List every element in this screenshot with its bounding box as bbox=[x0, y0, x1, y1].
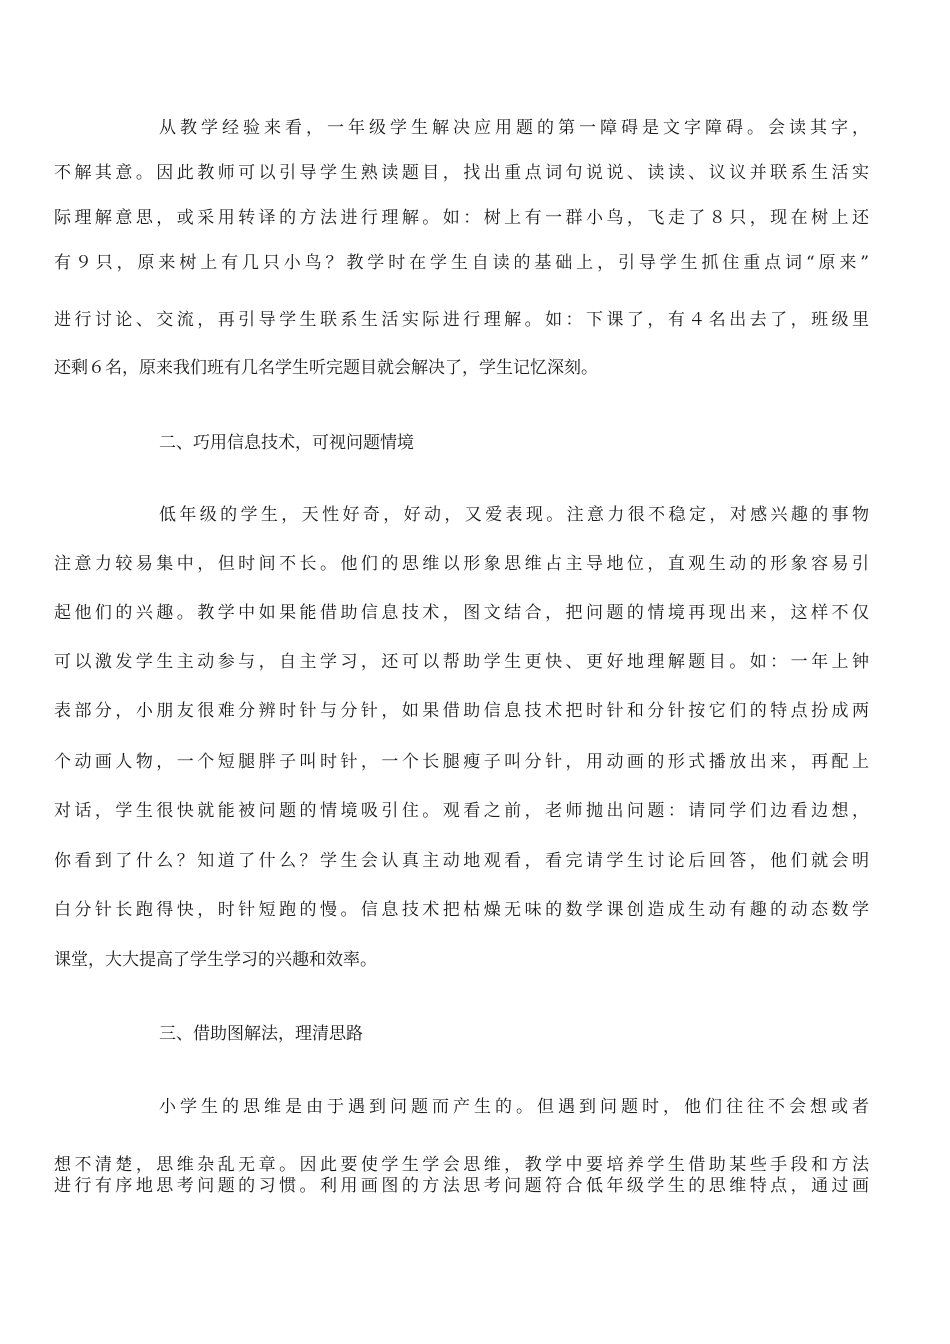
paragraph-2-line-3: 起他们的兴趣。教学中如果能借助信息技术，图文结合，把问题的情境再现出来，这样不仅 bbox=[54, 603, 869, 623]
paragraph-2-line-2: 注意力较易集中，但时间不长。他们的思维以形象思维占主导地位，直观生动的形象容易引 bbox=[54, 554, 869, 574]
paragraph-1-line-5: 进行讨论、交流，再引导学生联系生活实际进行理解。如：下课了，有４名出去了，班级里 bbox=[54, 310, 869, 330]
paragraph-2-line-4: 可以激发学生主动参与，自主学习，还可以帮助学生更快、更好地理解题目。如：一年上钟 bbox=[54, 652, 869, 672]
paragraph-2-line-10: 课堂，大大提高了学生学习的兴趣和效率。 bbox=[54, 950, 377, 970]
paragraph-2-line-8: 你看到了什么？知道了什么？学生会认真主动地观看，看完请学生讨论后回答，他们就会明 bbox=[54, 851, 869, 871]
paragraph-3-line-1: 小学生的思维是由于遇到问题而产生的。但遇到问题时，他们往往不会想或者 bbox=[159, 1097, 869, 1117]
paragraph-2-line-6: 个动画人物，一个短腿胖子叫时针，一个长腿瘦子叫分针，用动画的形式播放出来，再配上 bbox=[54, 752, 869, 772]
paragraph-2-line-1: 低年级的学生，天性好奇，好动，又爱表现。注意力很不稳定，对感兴趣的事物 bbox=[159, 505, 869, 525]
paragraph-3-line-3: 进行有序地思考问题的习惯。利用画图的方法思考问题符合低年级学生的思维特点，通过画 bbox=[54, 1176, 869, 1196]
section-heading-3: 三、借助图解法，理清思路 bbox=[159, 1024, 363, 1044]
paragraph-2-line-5: 表部分，小朋友很难分辨时针与分针，如果借助信息技术把时针和分针按它们的特点扮成两 bbox=[54, 701, 869, 721]
section-heading-2: 二、巧用信息技术，可视问题情境 bbox=[159, 433, 414, 453]
paragraph-1-line-6: 还剩６名，原来我们班有几名学生听完题目就会解决了，学生记忆深刻。 bbox=[54, 358, 598, 378]
paragraph-2-line-7: 对话，学生很快就能被问题的情境吸引住。观看之前，老师抛出问题：请同学们边看边想， bbox=[54, 801, 869, 821]
paragraph-1-line-1: 从教学经验来看，一年级学生解决应用题的第一障碍是文字障碍。会读其字， bbox=[159, 118, 869, 138]
paragraph-1-line-2: 不解其意。因此教师可以引导学生熟读题目，找出重点词句说说、读读、议议并联系生活实 bbox=[54, 163, 869, 183]
paragraph-1-line-3: 际理解意思，或采用转译的方法进行理解。如：树上有一群小鸟，飞走了８只，现在树上还 bbox=[54, 208, 869, 228]
paragraph-1-line-4: 有９只，原来树上有几只小鸟？教学时在学生自读的基础上，引导学生抓住重点词“原来” bbox=[54, 253, 869, 273]
paragraph-3-line-2: 想不清楚，思维杂乱无章。因此要使学生学会思维，教学中要培养学生借助某些手段和方法 bbox=[54, 1155, 869, 1175]
paragraph-2-line-9: 白分针长跑得快，时针短跑的慢。信息技术把枯燥无味的数学课创造成生动有趣的动态数学 bbox=[54, 900, 869, 920]
